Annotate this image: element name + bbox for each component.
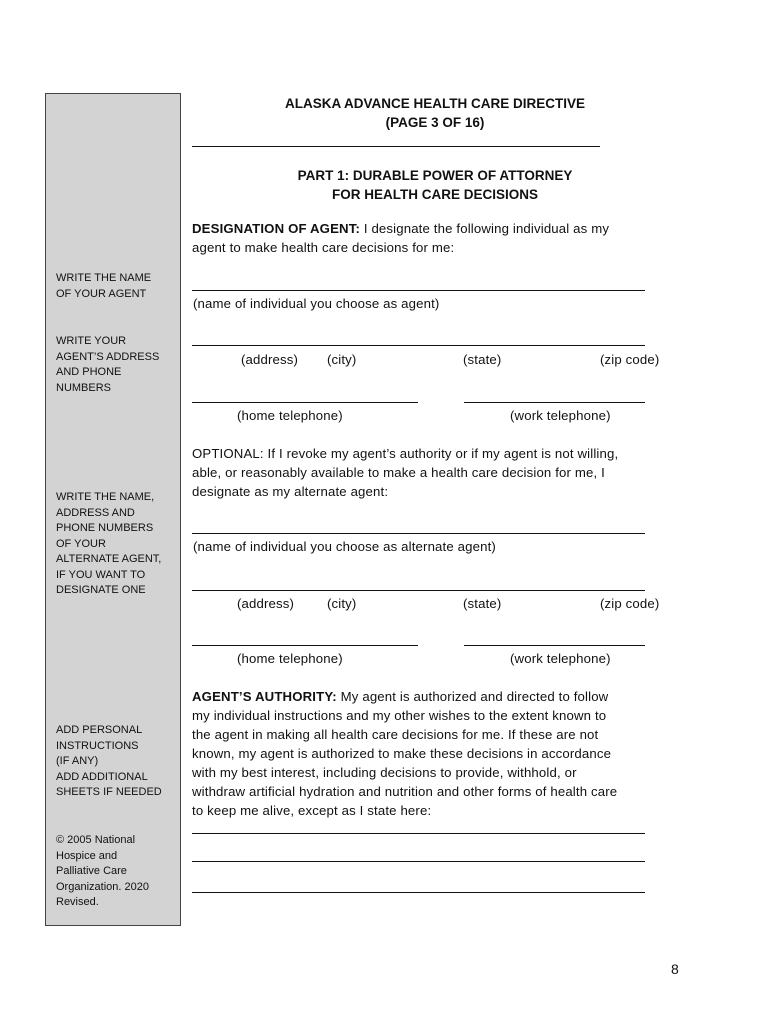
instructions-sidebar — [45, 93, 181, 926]
document-title: ALASKA ADVANCE HEALTH CARE DIRECTIVE (PAGE 3 OF 16) — [284, 96, 585, 130]
agent-zip-label: (zip code) — [600, 352, 660, 367]
sidebar-note-agent-address: WRITE YOUR AGENT’S ADDRESS AND PHONE NUMBERS — [56, 335, 160, 394]
agent-address-label: (address) — [241, 352, 299, 367]
sidebar-note-alternate-agent: WRITE THE NAME, ADDRESS AND PHONE NUMBERS OF YOUR ALTERNATE AGENT, IF YOU WANT TO DESIGNATE ONE — [56, 491, 162, 596]
designation-paragraph: DESIGNATION OF AGENT: I designate the following individual as my agent to make health care decisions for me: — [192, 221, 610, 255]
instructions-field-line-3[interactable] — [192, 892, 645, 893]
instructions-field-line-2[interactable] — [192, 861, 645, 862]
alternate-home-phone-label: (home telephone) — [237, 651, 343, 666]
agent-address-field[interactable] — [192, 345, 645, 346]
title-divider — [192, 146, 600, 147]
alternate-city-label: (city) — [327, 596, 357, 611]
agent-home-phone-field[interactable] — [192, 402, 418, 403]
alternate-name-label: (name of individual you choose as alternate agent) — [193, 539, 496, 554]
agent-city-label: (city) — [327, 352, 357, 367]
authority-heading: AGENT’S AUTHORITY: — [192, 689, 337, 704]
agent-home-phone-label: (home telephone) — [237, 408, 343, 423]
agent-work-phone-label: (work telephone) — [510, 408, 611, 423]
sidebar-copyright: © 2005 National Hospice and Palliative Care Organization. 2020 Revised. — [56, 834, 149, 908]
alternate-name-field[interactable] — [192, 533, 645, 534]
instructions-field-line-1[interactable] — [192, 833, 645, 834]
alternate-work-phone-label: (work telephone) — [510, 651, 611, 666]
optional-paragraph: OPTIONAL: If I revoke my agent’s authority or if my agent is not willing, able, or reasonably available to make a health care decision for me, I designate as my alternate agent: — [192, 446, 619, 499]
agent-name-label: (name of individual you choose as agent) — [193, 296, 440, 311]
sidebar-note-agent-name: WRITE THE NAME OF YOUR AGENT — [56, 272, 152, 300]
part-heading: PART 1: DURABLE POWER OF ATTORNEY FOR HEALTH CARE DECISIONS — [297, 168, 573, 202]
agent-name-field[interactable] — [192, 290, 645, 291]
alternate-work-phone-field[interactable] — [464, 645, 645, 646]
alternate-address-label: (address) — [237, 596, 295, 611]
page-number: 8 — [671, 961, 679, 977]
alternate-address-field[interactable] — [192, 590, 645, 591]
designation-heading: DESIGNATION OF AGENT: — [192, 221, 360, 236]
alternate-state-label: (state) — [463, 596, 502, 611]
alternate-home-phone-field[interactable] — [192, 645, 418, 646]
agent-work-phone-field[interactable] — [464, 402, 645, 403]
agent-state-label: (state) — [463, 352, 502, 367]
alternate-zip-label: (zip code) — [600, 596, 660, 611]
authority-paragraph: AGENT’S AUTHORITY: My agent is authorized and directed to follow my individual instructions and my other wishes to the extent known to the agent in making all health care decisions for me. If these are not known, my agent is authorized to make these decisions in accordance with my best interest, including decisions to provide, withhold, or withdraw artificial hydration and nutrition and other forms of health care to keep me alive, except as I state here: — [192, 689, 618, 818]
sidebar-note-personal-instructions: ADD PERSONAL INSTRUCTIONS (IF ANY) ADD ADDITIONAL SHEETS IF NEEDED — [56, 724, 162, 798]
